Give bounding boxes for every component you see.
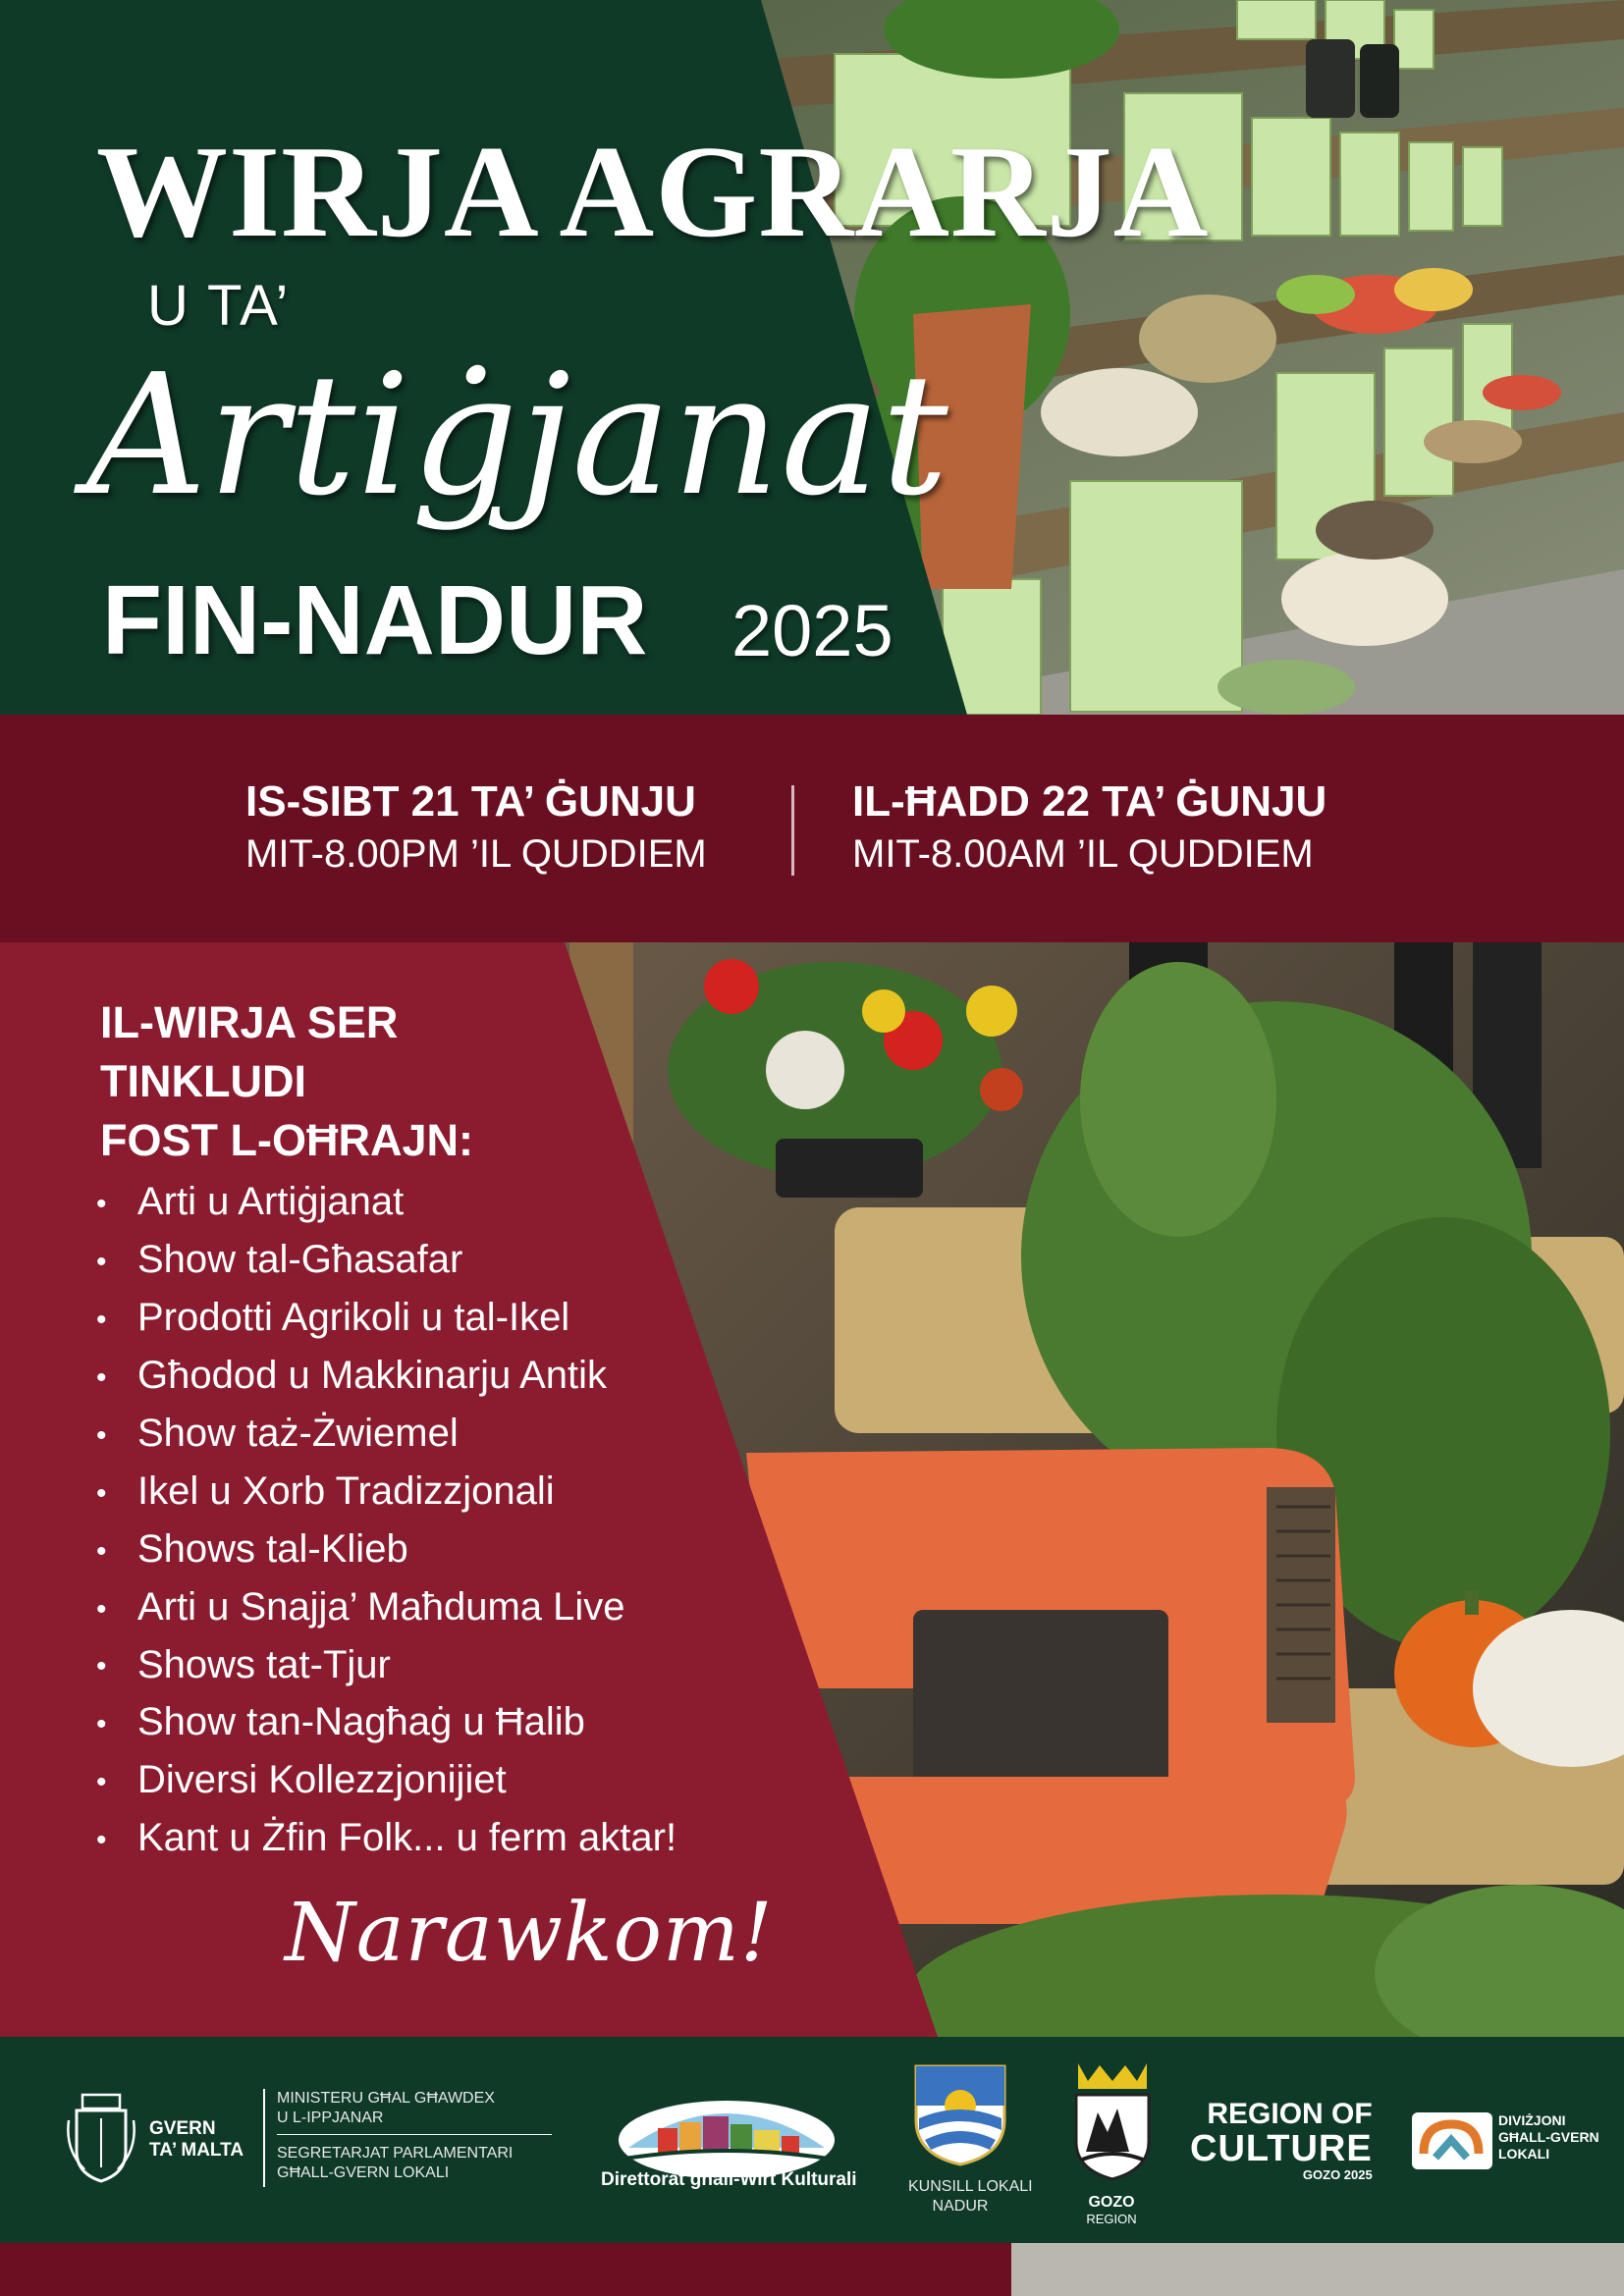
direttorat-label: Direttorat għall-Wirt Kulturali	[601, 2169, 857, 2190]
kunsill-line: NADUR	[932, 2198, 989, 2215]
bullet-icon: •	[96, 1824, 107, 1857]
roc-line: GOZO 2025	[1302, 2167, 1373, 2182]
kunsill-label	[908, 2177, 1033, 2216]
gvern-label	[149, 2118, 244, 2162]
date-sunday: IL-ĦADD 22 TA’ ĠUNJU	[852, 777, 1327, 826]
divizjoni-line: DIVIŻJONI	[1498, 2112, 1566, 2128]
time-saturday: MIT-8.00PM ’IL QUDDIEM	[245, 832, 707, 876]
footer-hr	[277, 2134, 552, 2135]
divizjoni-line: LOKALI	[1498, 2146, 1550, 2162]
list-item-text: Diversi Kollezzjonijiet	[137, 1758, 507, 1802]
list-item-text: Shows tal-Klieb	[137, 1526, 408, 1571]
list-item-text: Show tal-Għasafar	[137, 1237, 463, 1281]
title-u-ta: U TA’	[147, 274, 291, 338]
secretariat-line: SEGRETARJAT PARLAMENTARI	[277, 2145, 514, 2162]
ministry-label	[277, 2089, 495, 2128]
bullet-icon: •	[96, 1650, 107, 1683]
bullet-icon: •	[96, 1303, 107, 1336]
program-heading-line: TINKLUDI	[100, 1056, 306, 1106]
divizjoni-logo-icon	[1410, 2110, 1494, 2171]
list-item-text: Kant u Żfin Folk... u ferm aktar!	[137, 1816, 677, 1860]
list-item-text: Arti u Artiġjanat	[137, 1180, 405, 1223]
hero-section	[0, 0, 1624, 715]
bullet-icon: •	[96, 1766, 107, 1799]
nadur-shield-icon	[911, 2061, 1009, 2169]
list-item	[96, 1522, 677, 1579]
program-heading	[100, 993, 473, 1170]
bullet-icon: •	[96, 1592, 107, 1626]
list-item	[96, 1637, 677, 1695]
secretariat-label	[277, 2144, 513, 2183]
list-item	[96, 1810, 677, 1868]
list-item	[96, 1752, 677, 1810]
bullet-icon: •	[96, 1418, 107, 1452]
gvern-line: GVERN	[149, 2118, 216, 2139]
footer-ground-strip	[1011, 2243, 1624, 2296]
list-item	[96, 1694, 677, 1752]
bullet-icon: •	[96, 1245, 107, 1278]
program-heading-line: FOST L-OĦRAJN:	[100, 1115, 473, 1165]
list-item-text: Arti u Snajja’ Maħduma Live	[137, 1584, 625, 1629]
bullet-icon: •	[96, 1361, 107, 1394]
direttorat-logo-icon	[609, 2089, 844, 2177]
divizjoni-label	[1498, 2112, 1599, 2163]
kunsill-line: KUNSILL LOKALI	[908, 2178, 1033, 2195]
list-item	[96, 1290, 677, 1348]
closing-greeting: Narawkom!	[285, 1887, 774, 1980]
secretariat-line: GĦALL-GVERN LOKALI	[277, 2164, 450, 2181]
bullet-icon: •	[96, 1187, 107, 1220]
gozo-line: REGION	[1086, 2212, 1137, 2226]
list-item-text: Għodod u Makkinarju Antik	[137, 1353, 608, 1397]
title-fin-nadur: FIN-NADUR	[102, 565, 648, 675]
list-item	[96, 1174, 677, 1232]
list-item	[96, 1232, 677, 1290]
list-item-text: Ikel u Xorb Tradizzjonali	[137, 1468, 555, 1513]
roc-line: REGION OF	[1207, 2098, 1373, 2130]
gvern-line: TA’ MALTA	[149, 2140, 244, 2161]
title-year: 2025	[731, 590, 893, 671]
title-artigjanat: Artiġjanat	[86, 339, 949, 533]
list-item-text: Show taż-Żwiemel	[137, 1411, 459, 1455]
bullet-icon: •	[96, 1534, 107, 1568]
ministry-line: U L-IPPJANAR	[277, 2109, 384, 2126]
list-item	[96, 1348, 677, 1406]
ministry-line: MINISTERU GĦAL GĦAWDEX	[277, 2090, 495, 2107]
divizjoni-line: GĦALL-GVERN	[1498, 2129, 1599, 2145]
gozo-line: GOZO	[1088, 2194, 1135, 2211]
list-item-text: Show tan-Nagħaġ u Ħalib	[137, 1700, 585, 1744]
list-item-text: Shows tat-Tjur	[137, 1642, 391, 1686]
bullet-icon: •	[96, 1708, 107, 1741]
gozo-region-label	[1062, 2194, 1161, 2227]
gozo-region-crest-icon	[1068, 2054, 1157, 2191]
date-saturday: IS-SIBT 21 TA’ ĠUNJU	[245, 777, 696, 826]
roc-line: CULTURE	[1190, 2128, 1373, 2169]
program-list	[96, 1174, 677, 1868]
date-divider	[791, 785, 794, 876]
malta-emblem-icon	[65, 2091, 137, 2185]
program-heading-line: IL-WIRJA SER	[100, 997, 399, 1047]
region-of-culture-logo	[1190, 2099, 1373, 2183]
list-item	[96, 1579, 677, 1637]
time-sunday: MIT-8.00AM ’IL QUDDIEM	[852, 832, 1314, 876]
list-item-text: Prodotti Agrikoli u tal-Ikel	[137, 1295, 570, 1339]
dates-band	[0, 715, 1624, 942]
title-wirja-agrarja: WIRJA AGRARJA	[96, 119, 1210, 264]
list-item	[96, 1406, 677, 1464]
list-item	[96, 1464, 677, 1522]
footer-divider	[263, 2089, 265, 2187]
bullet-icon: •	[96, 1476, 107, 1510]
